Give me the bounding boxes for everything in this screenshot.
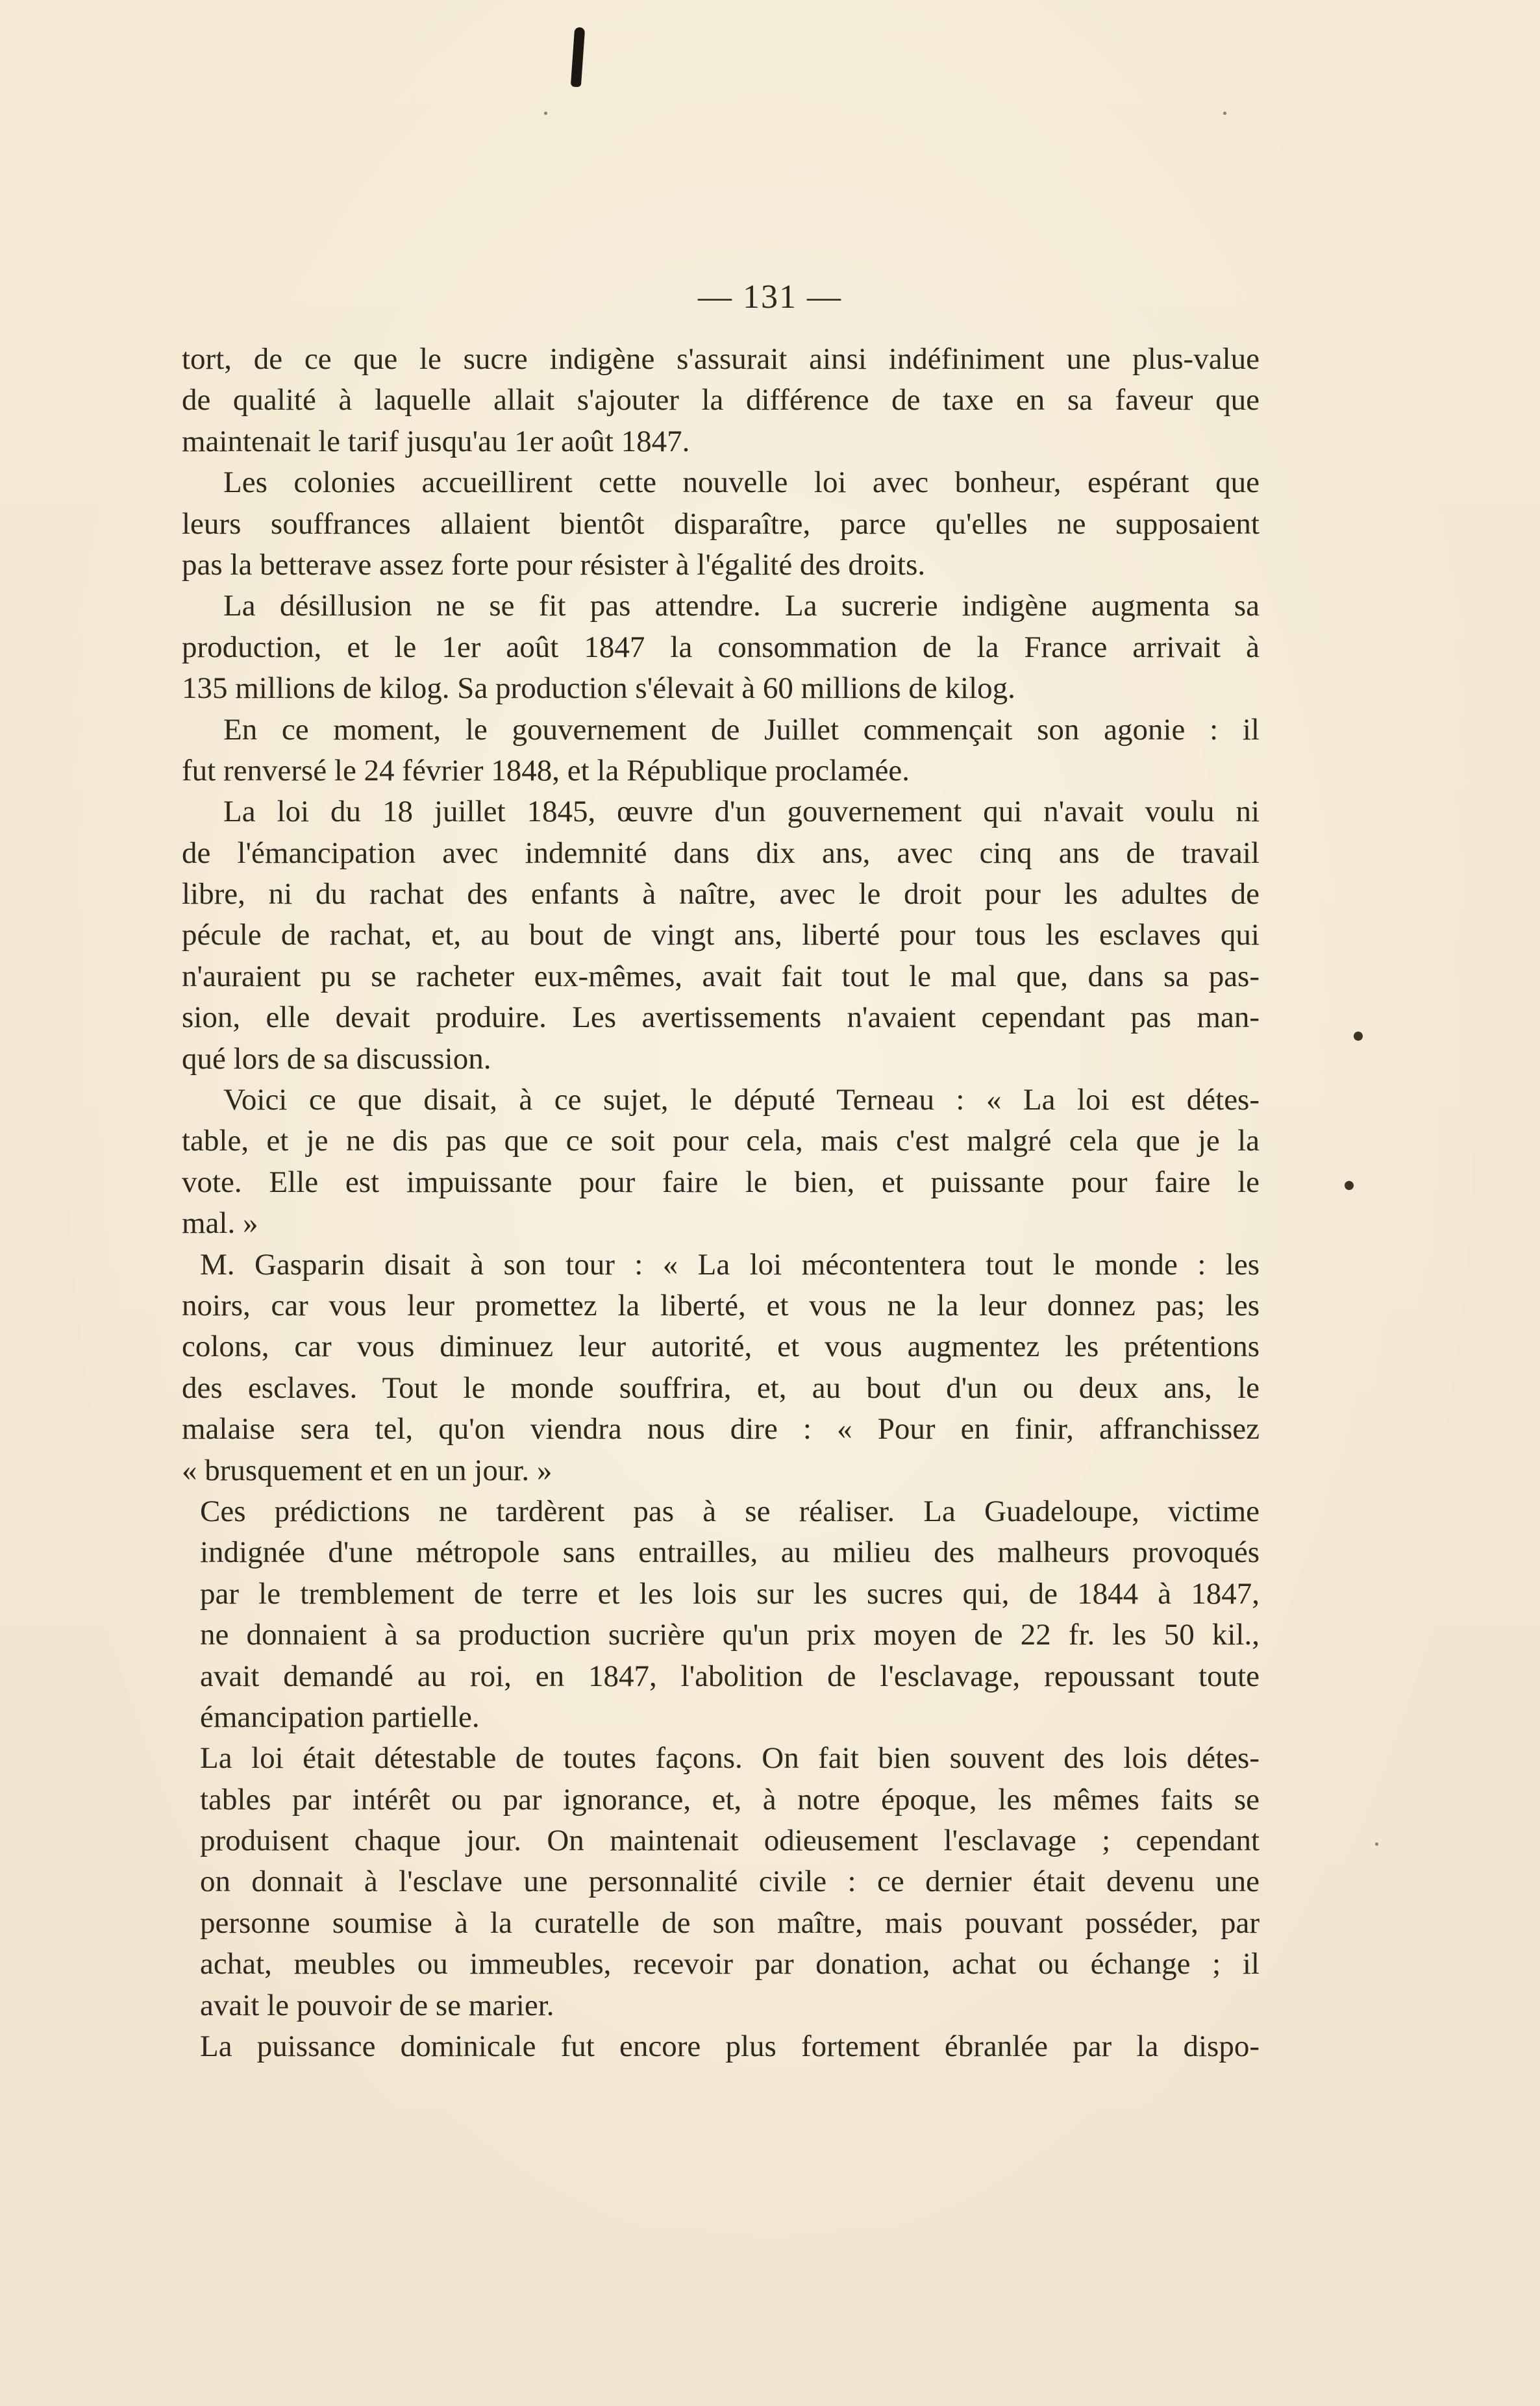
text-line: pécule de rachat, et, au bout de vingt ans, liberté pour tous les esclaves qui [182, 918, 1260, 952]
paper-speck [1375, 1842, 1378, 1846]
text-line: par le tremblement de terre et les lois sur les sucres qui, de 1844 à 1847, [200, 1576, 1260, 1611]
text-line: table, et je ne dis pas que ce soit pour cela, mais c'est malgré cela que je la [182, 1124, 1260, 1158]
text-line: personne soumise à la curatelle de son maître, mais pouvant posséder, par [200, 1905, 1260, 1940]
text-line: on donnait à l'esclave une personnalité civile : ce dernier était devenu une [200, 1865, 1260, 1899]
text-line: de qualité à laquelle allait s'ajouter la différence de taxe en sa faveur que [182, 383, 1260, 417]
text-line: tort, de ce que le sucre indigène s'assurait ainsi indéfiniment une plus-value [182, 342, 1260, 376]
paper-speck [1223, 112, 1226, 115]
text-line: qué lors de sa discussion. [182, 1041, 491, 1076]
paper-speck [544, 112, 547, 115]
text-line: de l'émancipation avec indemnité dans dix ans, avec cinq ans de travail [182, 836, 1260, 870]
text-line: 135 millions de kilog. Sa production s'élevait à 60 millions de kilog. [182, 671, 1015, 706]
body-text [182, 339, 1260, 2067]
text-line: pas la betterave assez forte pour résister à l'égalité des droits. [182, 547, 926, 582]
text-line: En ce moment, le gouvernement de Juillet commençait son agonie : il [223, 712, 1260, 747]
page-number: — 131 — [698, 279, 842, 316]
text-line: avait demandé au roi, en 1847, l'abolition de l'esclavage, repoussant toute [200, 1659, 1260, 1693]
text-line: sion, elle devait produire. Les avertissements n'avaient cependant pas man- [182, 1000, 1260, 1035]
text-line: La loi était détestable de toutes façons. On fait bien souvent des lois détes- [200, 1741, 1260, 1776]
text-line: La loi du 18 juillet 1845, œuvre d'un gouvernement qui n'avait voulu ni [223, 795, 1260, 829]
text-line: achat, meubles ou immeubles, recevoir par donation, achat ou échange ; il [200, 1947, 1260, 1981]
text-line: M. Gasparin disait à son tour : « La loi mécontentera tout le monde : les [200, 1247, 1260, 1282]
text-line: produisent chaque jour. On maintenait odieusement l'esclavage ; cependant [200, 1824, 1260, 1858]
text-line: tables par intérêt ou par ignorance, et, à notre époque, les mêmes faits se [200, 1782, 1260, 1817]
text-line: malaise sera tel, qu'on viendra nous dire : « Pour en finir, affranchissez [182, 1412, 1260, 1446]
text-line: « brusquement et en un jour. » [182, 1453, 553, 1487]
text-line: La désillusion ne se fit pas attendre. La sucrerie indigène augmenta sa [223, 589, 1260, 623]
ink-blot [571, 27, 585, 88]
text-line: ne donnaient à sa production sucrière qu'un prix moyen de 22 fr. les 50 kil., [200, 1618, 1260, 1652]
text-line: libre, ni du rachat des enfants à naître, avec le droit pour les adultes de [182, 877, 1260, 912]
margin-dot [1345, 1181, 1354, 1190]
text-line: des esclaves. Tout le monde souffrira, et, au bout d'un ou deux ans, le [182, 1370, 1260, 1405]
margin-dot [1354, 1032, 1363, 1041]
text-line: Voici ce que disait, à ce sujet, le député Terneau : « La loi est détes- [223, 1083, 1260, 1117]
text-line: production, et le 1er août 1847 la consommation de la France arrivait à [182, 630, 1260, 664]
text-line: leurs souffrances allaient bientôt disparaître, parce qu'elles ne supposaient [182, 506, 1260, 541]
text-line: émancipation partielle. [200, 1700, 480, 1734]
text-line: mal. » [182, 1206, 258, 1241]
text-line: vote. Elle est impuissante pour faire le bien, et puissante pour faire le [182, 1165, 1260, 1199]
text-line: avait le pouvoir de se marier. [200, 1988, 554, 2022]
text-line: colons, car vous diminuez leur autorité, et vous augmentez les prétentions [182, 1330, 1260, 1364]
text-line: indignée d'une métropole sans entrailles, au milieu des malheurs provoqués [200, 1535, 1260, 1570]
text-line: noirs, car vous leur promettez la liberté, et vous ne la leur donnez pas; les [182, 1288, 1260, 1322]
text-line: n'auraient pu se racheter eux-mêmes, avait fait tout le mal que, dans sa pas- [182, 959, 1260, 993]
text-line: Ces prédictions ne tardèrent pas à se réaliser. La Guadeloupe, victime [200, 1494, 1260, 1528]
text-line: maintenait le tarif jusqu'au 1er août 1847. [182, 424, 690, 458]
text-line: La puissance dominicale fut encore plus fortement ébranlée par la dispo- [200, 2029, 1260, 2064]
text-line: fut renversé le 24 février 1848, et la République proclamée. [182, 753, 910, 788]
text-line: Les colonies accueillirent cette nouvelle loi avec bonheur, espérant que [223, 465, 1260, 500]
